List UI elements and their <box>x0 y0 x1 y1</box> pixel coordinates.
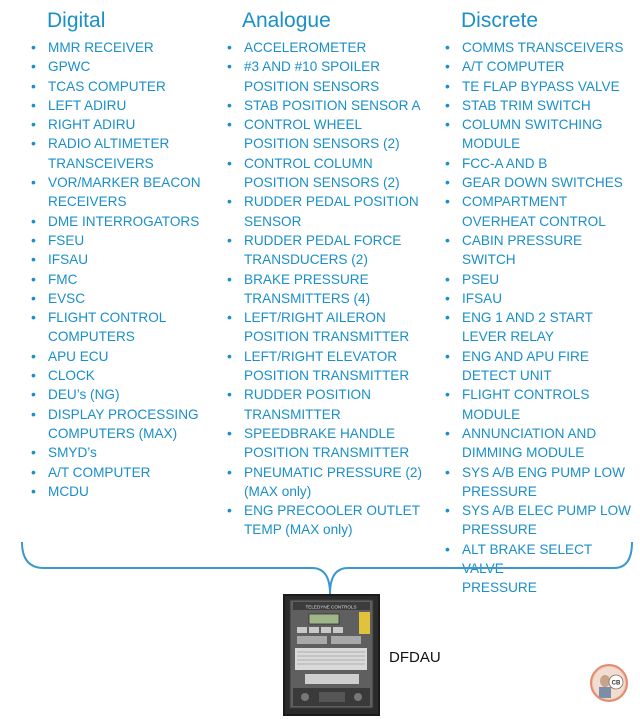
list-item <box>28 347 218 366</box>
list-item-text: SYS A/B ENG PUMP LOW <box>462 464 625 480</box>
list-item-text: A/T COMPUTER <box>462 59 565 75</box>
list-item <box>28 231 218 250</box>
list-item <box>28 308 218 347</box>
list-item-text: ENG PRECOOLER OUTLET <box>244 503 420 519</box>
list-item <box>28 385 218 404</box>
list-item-text: SYS A/B ELEC PUMP LOW <box>462 503 631 519</box>
analogue-column <box>224 8 424 540</box>
avatar-graphic <box>592 666 626 700</box>
list-item <box>224 501 424 540</box>
list-item-text: TRANSCEIVERS <box>48 155 154 171</box>
device-brand-text: TELEDYNE CONTROLS <box>305 604 357 610</box>
list-item-text: EVSC <box>48 290 86 306</box>
list-item-text: ANNUNCIATION AND <box>462 425 597 441</box>
list-item <box>442 463 637 502</box>
list-item-text: POSITION TRANSMITTER <box>244 329 410 345</box>
list-item <box>224 192 424 231</box>
list-item-text: POSITION TRANSMITTER <box>244 368 410 384</box>
list-item-text: TRANSMITTERS (4) <box>244 290 371 306</box>
list-item <box>442 231 637 270</box>
list-item-text: COLUMN SWITCHING <box>462 117 603 133</box>
list-item <box>442 173 637 192</box>
list-item <box>28 212 218 231</box>
list-item <box>28 115 218 134</box>
list-item-text: STAB POSITION SENSOR A <box>244 97 421 113</box>
list-item <box>28 482 218 501</box>
list-item-text: ENG 1 AND 2 START <box>462 310 593 326</box>
list-item-text: RUDDER PEDAL FORCE <box>244 232 402 248</box>
list-item <box>28 443 218 462</box>
list-item-text: MCDU <box>48 483 89 499</box>
list-item <box>224 347 424 386</box>
list-item-text: CABIN PRESSURE SWITCH <box>462 232 583 268</box>
list-item-text: MODULE <box>462 136 521 152</box>
list-item <box>224 38 424 57</box>
list-item-text: COMMS TRANSCEIVERS <box>462 40 624 55</box>
list-item-text: PRESSURE <box>462 522 537 538</box>
discrete-column-title: Discrete <box>461 9 539 32</box>
list-item-text: POSITION SENSORS (2) <box>244 136 400 152</box>
analogue-column-title: Analogue <box>242 9 331 32</box>
list-item-text: GEAR DOWN SWITCHES <box>462 175 623 191</box>
list-item-text: POSITION SENSORS (2) <box>244 175 400 191</box>
list-item-text: LEVER RELAY <box>462 329 554 345</box>
discrete-list <box>442 38 637 598</box>
list-item-text: PNEUMATIC PRESSURE (2) <box>244 464 422 480</box>
list-item-text: COMPUTERS <box>48 329 135 345</box>
list-item <box>224 96 424 115</box>
list-item <box>442 154 637 173</box>
list-item-text: MODULE <box>462 406 521 422</box>
list-item <box>224 115 424 154</box>
list-item-text: VOR/MARKER BEACON <box>48 175 201 191</box>
list-item-text: ACCELEROMETER <box>244 40 367 55</box>
list-item <box>442 289 637 308</box>
list-item <box>28 57 218 76</box>
list-item-text: FSEU <box>48 232 85 248</box>
list-item-text: A/T COMPUTER <box>48 464 151 480</box>
dfdau-unit-image <box>283 594 380 716</box>
list-item-text: DIMMING MODULE <box>462 445 585 461</box>
list-item-text: LEFT/RIGHT AILERON <box>244 310 386 326</box>
list-item-text: FMC <box>48 271 78 287</box>
list-item <box>28 77 218 96</box>
digital-column-title: Digital <box>47 9 106 32</box>
list-item-text: BRAKE PRESSURE <box>244 271 369 287</box>
list-item-text: SENSOR <box>244 213 302 229</box>
presenter-avatar-icon <box>590 664 628 702</box>
list-item-text: LEFT/RIGHT ELEVATOR <box>244 348 398 364</box>
list-item <box>442 424 637 463</box>
digital-list <box>28 38 218 501</box>
list-item <box>224 308 424 347</box>
list-item-text: RIGHT ADIRU <box>48 117 136 133</box>
list-item-text: APU ECU <box>48 348 109 364</box>
list-item-text: DETECT UNIT <box>462 368 552 384</box>
list-item-text: TCAS COMPUTER <box>48 78 166 94</box>
list-item <box>224 463 424 502</box>
list-item-text: RUDDER PEDAL POSITION <box>244 194 419 210</box>
list-item <box>28 289 218 308</box>
list-item-text: COMPARTMENT <box>462 194 568 210</box>
avatar-initials: CB <box>611 680 621 687</box>
list-item-text: SPEEDBRAKE HANDLE <box>244 425 396 441</box>
list-item-text: COMPUTERS (MAX) <box>48 425 178 441</box>
discrete-column <box>442 8 637 598</box>
list-item-text: GPWC <box>48 59 91 75</box>
list-item-text: TRANSDUCERS (2) <box>244 252 368 268</box>
list-item <box>442 347 637 386</box>
dfdau-unit-photo-icon <box>285 596 378 714</box>
list-item <box>28 250 218 269</box>
list-item <box>442 115 637 154</box>
list-item <box>28 463 218 482</box>
list-item-text: RUDDER POSITION <box>244 387 371 403</box>
list-item <box>442 308 637 347</box>
list-item <box>28 173 218 212</box>
list-item-text: FCC-A AND B <box>462 155 548 171</box>
digital-column <box>28 8 218 501</box>
list-item-text: RECEIVERS <box>48 194 127 210</box>
list-item <box>442 38 637 57</box>
list-item-text: PRESSURE <box>462 483 537 499</box>
list-item <box>28 366 218 385</box>
list-item <box>224 231 424 270</box>
list-item-text: CLOCK <box>48 368 95 384</box>
list-item-text: IFSAU <box>462 290 503 306</box>
list-item-text: POSITION TRANSMITTER <box>244 445 410 461</box>
list-item <box>442 96 637 115</box>
list-item-text: RADIO ALTIMETER <box>48 136 170 152</box>
analogue-list <box>224 38 424 540</box>
list-item <box>28 405 218 444</box>
list-item-text: #3 AND #10 SPOILER <box>244 59 381 75</box>
list-item-text: MMR RECEIVER <box>48 40 154 55</box>
list-item-text: PRESSURE <box>462 580 537 596</box>
list-item-text: STAB TRIM SWITCH <box>462 97 591 113</box>
list-item <box>224 270 424 309</box>
list-item <box>224 424 424 463</box>
list-item <box>442 192 637 231</box>
list-item <box>224 385 424 424</box>
list-item-text: (MAX only) <box>244 483 312 499</box>
list-item-text: DEU’s (NG) <box>48 387 120 403</box>
list-item <box>224 154 424 193</box>
list-item-text: ENG AND APU FIRE <box>462 348 589 364</box>
list-item <box>28 270 218 289</box>
bracket-connector <box>0 540 640 600</box>
list-item <box>28 96 218 115</box>
list-item-text: ALT BRAKE SELECT VALVE <box>462 541 592 577</box>
list-item-text: CONTROL COLUMN <box>244 155 373 171</box>
list-item-text: PSEU <box>462 271 500 287</box>
list-item-text: POSITION SENSORS <box>244 78 380 94</box>
list-item-text: CONTROL WHEEL <box>244 117 363 133</box>
list-item-text: FLIGHT CONTROLS <box>462 387 590 403</box>
list-item <box>224 57 424 96</box>
list-item-text: TEMP (MAX only) <box>244 522 353 538</box>
list-item-text: TE FLAP BYPASS VALVE <box>462 78 620 94</box>
list-item <box>442 77 637 96</box>
list-item-text: SMYD’s <box>48 445 97 461</box>
list-item <box>442 385 637 424</box>
list-item-text: FLIGHT CONTROL <box>48 310 167 326</box>
list-item-text: TRANSMITTER <box>244 406 341 422</box>
list-item <box>442 501 637 540</box>
list-item <box>28 38 218 57</box>
list-item-text: OVERHEAT CONTROL <box>462 213 606 229</box>
list-item-text: DISPLAY PROCESSING <box>48 406 199 422</box>
dfdau-label: DFDAU <box>389 649 441 666</box>
brace-line <box>22 542 632 594</box>
list-item <box>28 134 218 173</box>
list-item-text: LEFT ADIRU <box>48 97 127 113</box>
list-item-text: IFSAU <box>48 252 89 268</box>
list-item <box>442 57 637 76</box>
list-item-text: DME INTERROGATORS <box>48 213 200 229</box>
list-item <box>442 270 637 289</box>
